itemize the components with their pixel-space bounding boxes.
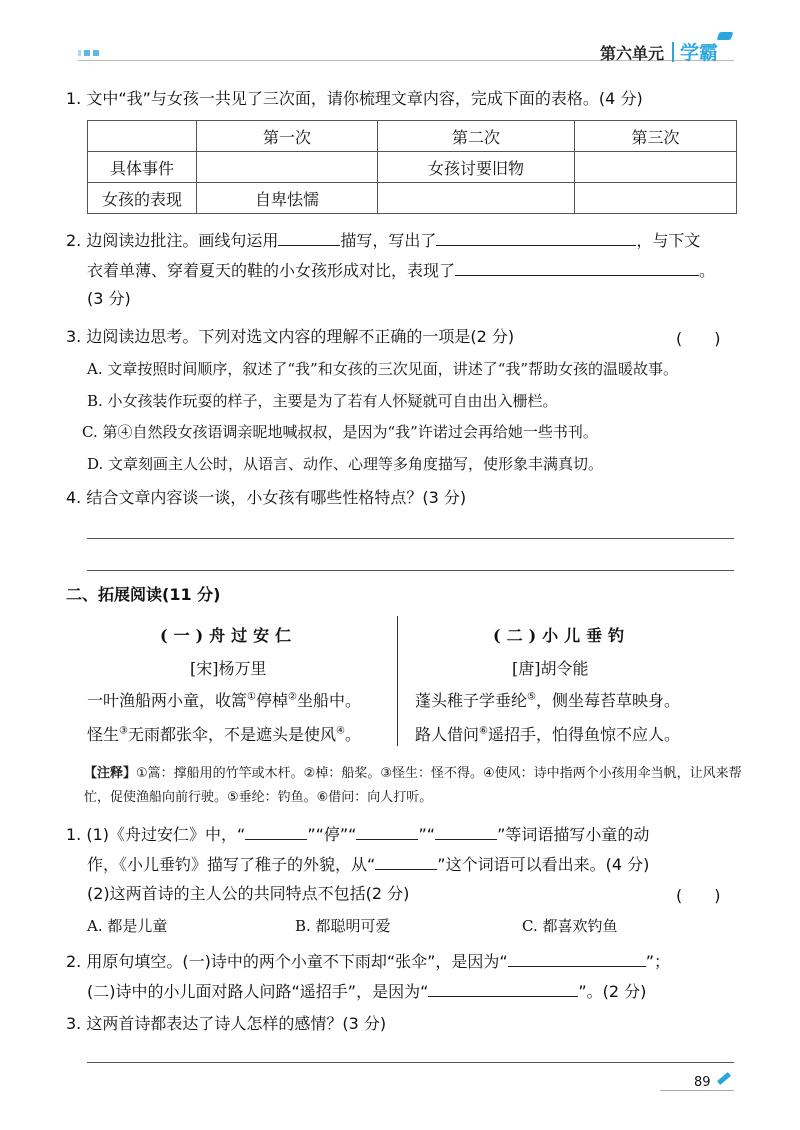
answer-paren[interactable]: ( ) <box>676 886 721 905</box>
option-c: C. 都喜欢钓鱼 <box>522 917 618 935</box>
table-header-cell <box>88 121 197 152</box>
table-cell: 女孩讨要旧物 <box>378 152 575 183</box>
poem-1-line-2: 怪生③无雨都张伞，不是遮头是使风④。 <box>87 725 361 744</box>
option-a: A. 都是儿童 <box>87 917 168 935</box>
option-b: B. 都聪明可爱 <box>295 917 391 935</box>
header-marks <box>78 50 99 56</box>
answer-blank[interactable] <box>278 228 340 246</box>
table-row-label: 具体事件 <box>88 152 197 183</box>
footer-rule <box>660 1090 734 1091</box>
answer-blank[interactable] <box>455 258 699 276</box>
section-title: 二、拓展阅读(11 分) <box>66 585 221 604</box>
poem-question-1-part-2: (2)这两首诗的主人公的共同特点不包括(2 分) <box>87 884 410 903</box>
table-cell: 自卑怯懦 <box>197 183 378 214</box>
answer-blank[interactable] <box>508 949 646 967</box>
answer-blank[interactable] <box>436 228 636 246</box>
poem-question-2-line-2: (二)诗中的小儿面对路人问路“遥招手”，是因为“ ”。(2 分) <box>87 979 646 1003</box>
answer-paren[interactable]: ( ) <box>676 329 721 348</box>
answer-blank[interactable] <box>375 852 437 870</box>
option-d: D. 文章刻画主人公时，从语言、动作、心理等多角度描写，使形象丰满真切。 <box>87 455 604 473</box>
answer-line[interactable] <box>87 538 734 539</box>
answer-blank[interactable] <box>435 822 497 840</box>
annotation-notes: 【注释】①篙：撑船用的竹竿或木杆。②棹：船桨。③怪生：怪不得。④使风：诗中指两个小孩用伞当帆，让风来帮忙，促使渔船向前行驶。⑤垂纶：钓鱼。⑥借问：向人打听。 <box>84 766 742 805</box>
table-header-cell: 第二次 <box>378 121 575 152</box>
question-4: 4. 结合文章内容谈一谈，小女孩有哪些性格特点？(3 分) <box>66 488 467 507</box>
poem-2-author: [唐]胡令能 <box>512 659 589 678</box>
poem-2-line-2: 路人借问⑥遥招手，怕得鱼惊不应人。 <box>415 725 680 744</box>
poem-divider <box>397 616 398 746</box>
poem-2-title: (二)小儿垂钓 <box>493 626 631 645</box>
table-cell-input[interactable] <box>575 152 737 183</box>
summary-table <box>87 120 737 214</box>
header-divider <box>672 42 674 62</box>
answer-blank[interactable] <box>428 979 578 997</box>
page-number: 89 <box>694 1075 711 1090</box>
poem-1-title: (一)舟过安仁 <box>160 626 298 645</box>
poem-2-line-1: 蓬头稚子学垂纶⑤，侧坐莓苔草映身。 <box>415 691 680 710</box>
poem-question-1-line-1: 1. (1)《舟过安仁》中，“ ”“停”“ ”“ ”等词语描写小童的动 <box>66 822 649 846</box>
answer-blank[interactable] <box>356 822 418 840</box>
question-3: 3. 边阅读边思考。下列对选文内容的理解不正确的一项是(2 分) <box>66 327 515 346</box>
table-cell-input[interactable] <box>378 183 575 214</box>
unit-label: 第六单元 <box>600 44 665 63</box>
brand-logo: 学霸 <box>680 42 719 64</box>
table-header-cell: 第一次 <box>197 121 378 152</box>
pencil-icon <box>717 1072 731 1085</box>
question-2-line-1: 2. 边阅读边批注。画线句运用 描写，写出了 ，与下文 <box>66 228 700 252</box>
table-header-cell: 第三次 <box>575 121 737 152</box>
table-cell-input[interactable] <box>575 183 737 214</box>
question-2-line-2: 衣着单薄、穿着夏天的鞋的小女孩形成对比，表现了 。 <box>87 258 715 282</box>
answer-blank[interactable] <box>245 822 307 840</box>
question-2-score: (3 分) <box>87 289 131 308</box>
option-a: A. 文章按照时间顺序，叙述了“我”和女孩的三次见面，讲述了“我”帮助女孩的温暖故事。 <box>87 360 679 378</box>
answer-line[interactable] <box>87 1062 734 1063</box>
poem-question-3: 3. 这两首诗都表达了诗人怎样的感情？(3 分) <box>66 1014 387 1033</box>
answer-line[interactable] <box>87 570 734 571</box>
poem-question-1-line-2: 作，《小儿垂钓》描写了稚子的外貌，从“ ”这个词语可以看出来。(4 分) <box>87 852 649 876</box>
option-c: C. 第④自然段女孩语调亲昵地喊叔叔，是因为“我”许诺过会再给她一些书刊。 <box>82 423 598 441</box>
table-cell-input[interactable] <box>197 152 378 183</box>
poem-1-line-1: 一叶渔船两小童，收篙①停棹②坐船中。 <box>87 691 361 710</box>
poem-1-author: [宋]杨万里 <box>190 659 267 678</box>
question-1: 1. 文中“我”与女孩一共见了三次面，请你梳理文章内容，完成下面的表格。(4 分) <box>66 89 643 108</box>
table-row-label: 女孩的表现 <box>88 183 197 214</box>
poem-question-2-line-1: 2. 用原句填空。(一)诗中的两个小童不下雨却“张伞”，是因为“ ”； <box>66 949 670 973</box>
graduation-cap-icon <box>717 32 734 40</box>
option-b: B. 小女孩装作玩耍的样子，主要是为了若有人怀疑就可自由出入栅栏。 <box>87 392 558 410</box>
